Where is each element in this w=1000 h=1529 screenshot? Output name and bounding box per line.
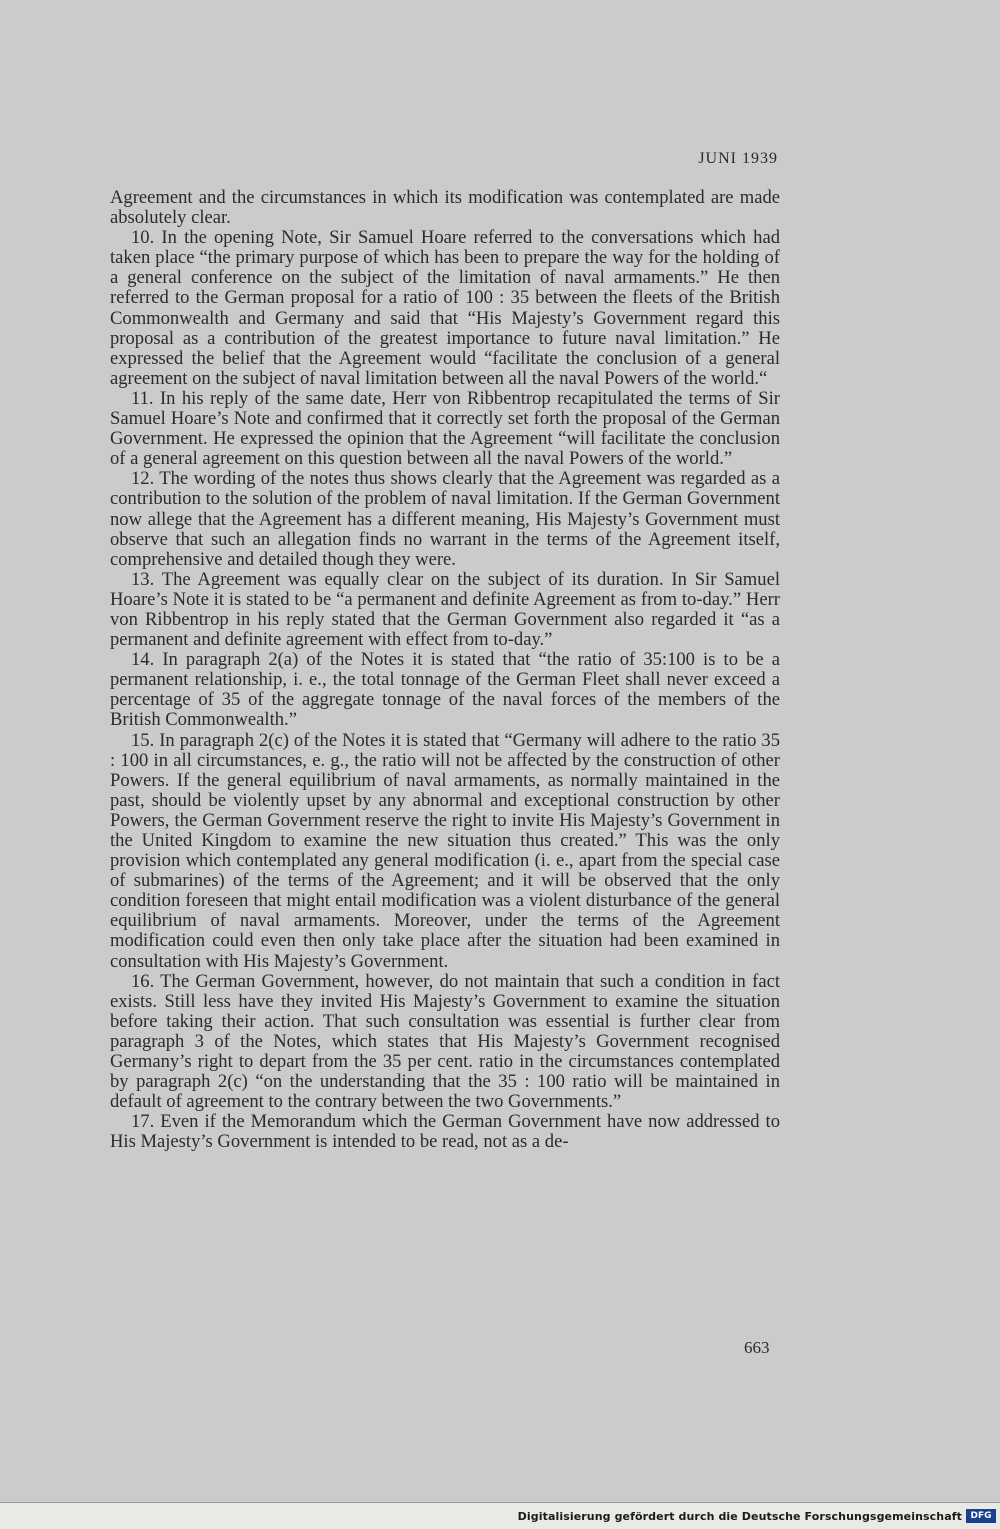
paragraph-10: 10. In the opening Note, Sir Samuel Hoare referred to the conversations which had taken place “the primary purpose of which has been to prepare the way for the holding of a general conference on the subject of the limitation of naval armaments.” He then referred to the German proposal for a ratio of 100 : 35 between the fleets of the British Commonwealth and Germany and said that “His Majesty’s Government regard this proposal as a contribution of the greatest importance to future naval limitation.” He expressed the belief that the Agreement would “facilitate the conclusion of a general agreement on the subject of naval limitation between all the naval Powers of the world.“ bbox=[110, 227, 780, 389]
body-text bbox=[110, 188, 780, 1153]
paragraph-12: 12. The wording of the notes thus shows clearly that the Agreement was regarded as a contribution to the solution of the problem of naval limitation. If the German Government now allege that the Agreement has a different meaning, His Majesty’s Government must observe that such an allegation finds no warrant in the terms of the Agreement itself, comprehensive and detailed though they were. bbox=[110, 468, 780, 570]
paragraph-continuation: Agreement and the circumstances in which its modification was contemplated are made absolutely clear. bbox=[110, 187, 780, 229]
running-head: JUNI 1939 bbox=[698, 150, 778, 167]
paragraph-17: 17. Even if the Memorandum which the German Government have now addressed to His Majesty’s Government is intended to be read, not as a de- bbox=[110, 1111, 780, 1153]
funding-credit: Digitalisierung gefördert durch die Deutsche Forschungsgemeinschaft bbox=[517, 1510, 962, 1523]
paragraph-15: 15. In paragraph 2(c) of the Notes it is stated that “Germany will adhere to the ratio 35 : 100 in all circumstances, e. g., the ratio will not be affected by the construction of other Powers. If the general equilibrium of naval armaments, as normally maintained in the past, should be violently upset by any abnormal and exceptional construction by other Powers, the German Government reserve the right to invite His Majesty’s Government in the United Kingdom to examine the new situation thus created.” This was the only provision which contemplated any general modification (i. e., apart from the special case of submarines) of the terms of the Agreement; and it will be observed that the only condition foreseen that might entail modification was a violent disturbance of the general equilibrium of naval armaments. Moreover, under the terms of the Agreement modification could even then only take place after the situation had been examined in consultation with His Majesty’s Government. bbox=[110, 729, 780, 972]
page-number: 663 bbox=[744, 1338, 770, 1357]
paragraph-11: 11. In his reply of the same date, Herr von Ribbentrop recapitulated the terms of Sir Samuel Hoare’s Note and confirmed that it correctly set forth the proposal of the German Government. He expressed the opinion that the Agreement “will facilitate the conclusion of a general agreement on this question between all the naval Powers of the world.” bbox=[110, 387, 780, 470]
digitization-footer bbox=[0, 1502, 1000, 1529]
paragraph-16: 16. The German Government, however, do not maintain that such a condition in fact exists. Still less have they invited His Majesty’s Government to examine the situation before taking their action. That such consultation was essential is further clear from paragraph 3 of the Notes, which states that His Majesty’s Government recognised Germany’s right to depart from the 35 per cent. ratio in the circumstances contemplated by paragraph 2(c) “on the understanding that the 35 : 100 ratio will be maintained in default of agreement to the contrary between the two Governments.” bbox=[110, 970, 780, 1113]
dfg-logo: DFG bbox=[966, 1509, 996, 1523]
paragraph-14: 14. In paragraph 2(a) of the Notes it is stated that “the ratio of 35:100 is to be a permanent relationship, i. e., the total tonnage of the German Fleet shall never exceed a percentage of 35 of the aggregate tonnage of the naval forces of the members of the British Commonwealth.” bbox=[110, 649, 780, 731]
paragraph-13: 13. The Agreement was equally clear on the subject of its duration. In Sir Samuel Hoare’s Note it is stated to be “a permanent and definite Agreement as from to-day.” Herr von Ribbentrop in his reply stated that the German Government also regarded it “as a permanent and definite agreement with effect from to-day.” bbox=[110, 568, 780, 651]
